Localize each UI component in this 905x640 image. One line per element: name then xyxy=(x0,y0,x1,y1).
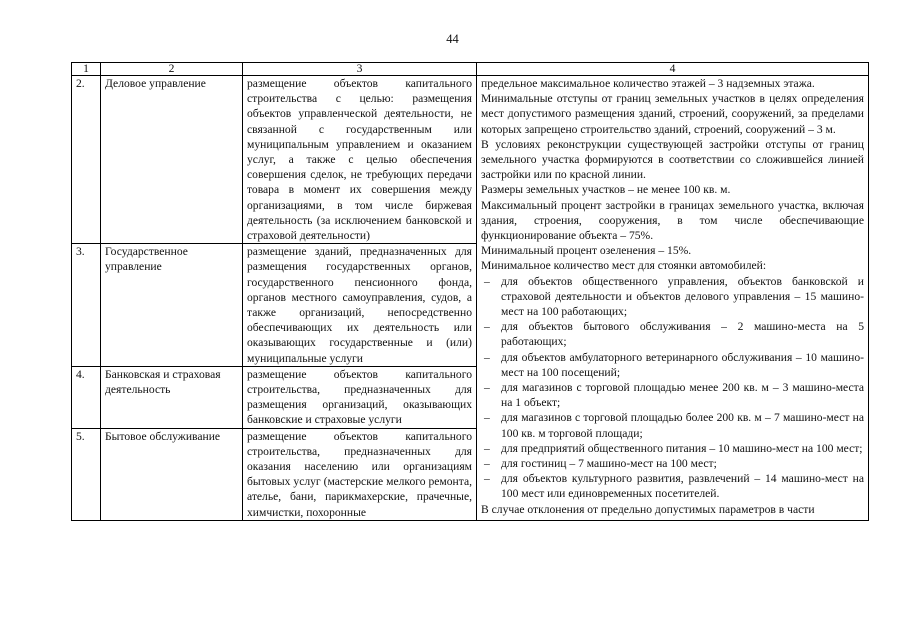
parking-list-item: – для объектов культурного развития, развлечений – 14 машино-мест на 100 мест или единовременных посетителей. xyxy=(481,471,864,501)
parking-list-item: – для объектов общественного управления, объектов банковской и страховой деятельности и объектов делового управления – 15 машино-мест на 100 работающих; xyxy=(481,274,864,320)
land-use-name: Банковская и страховая деятельность xyxy=(101,366,243,428)
land-use-description: размещение объектов капитального строительства, предназначенных для оказания населению или организациям бытовых услуг (мастерские мелкого ремонта, ателье, бани, парикмахерские, прачечные, химчистки, похоронные xyxy=(243,428,477,520)
header-col-4: 4 xyxy=(477,63,869,76)
header-col-2: 2 xyxy=(101,63,243,76)
land-use-description: размещение объектов капитального строительства, предназначенных для размещения организаций, оказывающих банковские и страховые услуги xyxy=(243,366,477,428)
parking-list-item: – для объектов бытового обслуживания – 2 машино-места на 5 работающих; xyxy=(481,319,864,349)
header-col-1: 1 xyxy=(72,63,101,76)
params-closing: В случае отклонения от предельно допустимых параметров в части xyxy=(481,502,815,516)
params-paragraph: предельное максимальное количество этажей – 3 надземных этажа. xyxy=(481,77,815,90)
parking-list-item: – для гостиниц – 7 машино-мест на 100 мест; xyxy=(481,456,864,471)
parking-list-item: – для магазинов с торговой площадью менее 200 кв. м – 3 машино-места на 1 объект; xyxy=(481,380,864,410)
land-use-description: размещение зданий, предназначенных для размещения государственных органов, государственного пенсионного фонда, органов местного самоуправления, судов, а также организаций, непосредственно обеспечивающих их деятельность или оказывающих государственные и (или) муниципальные услуги xyxy=(243,244,477,367)
land-use-name: Деловое управление xyxy=(101,76,243,244)
params-paragraph: В условиях реконструкции существующей застройки отступы от границ земельного участка формируются в соответствии со сложившейся линией застройки или по красной линии. xyxy=(481,137,864,182)
parking-list xyxy=(481,274,864,502)
land-use-name: Государственное управление xyxy=(101,244,243,367)
parking-list-item: – для предприятий общественного питания – 10 машино-мест на 100 мест; xyxy=(481,441,864,456)
params-paragraph: Минимальный процент озеленения – 15%. xyxy=(481,244,692,258)
header-col-3: 3 xyxy=(243,63,477,76)
parking-list-item: – для объектов амбулаторного ветеринарного обслуживания – 10 машино-мест на 100 посещений; xyxy=(481,350,864,380)
parameters-cell xyxy=(477,76,869,521)
header-row xyxy=(72,63,869,76)
land-use-name: Бытовое обслуживание xyxy=(101,428,243,520)
row-number: 2. xyxy=(72,76,101,244)
row-number: 4. xyxy=(72,366,101,428)
params-paragraph: Минимальное количество мест для стоянки автомобилей: xyxy=(481,259,767,273)
row-number: 3. xyxy=(72,244,101,367)
zoning-regulations-table xyxy=(71,62,869,521)
row-number: 5. xyxy=(72,428,101,520)
parking-list-item: – для магазинов с торговой площадью более 200 кв. м – 7 машино-мест на 100 кв. м торговой площади; xyxy=(481,410,864,440)
table-row xyxy=(72,76,869,244)
params-paragraph: Размеры земельных участков – не менее 100 кв. м. xyxy=(481,183,731,197)
page-number: 44 xyxy=(446,32,459,46)
params-paragraph: Минимальные отступы от границ земельных участков в целях определения мест допустимого размещения зданий, строений, сооружений, за пределами которых запрещено строительство зданий, строений, сооружений – 3 м. xyxy=(481,92,864,136)
land-use-description: размещение объектов капитального строительства с целью: размещения объектов управленческой деятельности, не связанной с государственным или муниципальным управлением и оказанием услуг, а также с целью обеспечения совершения сделок, не требующих передачи товара в момент их совершения между организациями, в том числе биржевая деятельность (за исключением банковской и страховой деятельности) xyxy=(243,76,477,244)
params-paragraph: Максимальный процент застройки в границах земельного участка, включая здания, строения, сооружения, в том числе обеспечивающие функционирование объекта – 75%. xyxy=(481,198,864,243)
